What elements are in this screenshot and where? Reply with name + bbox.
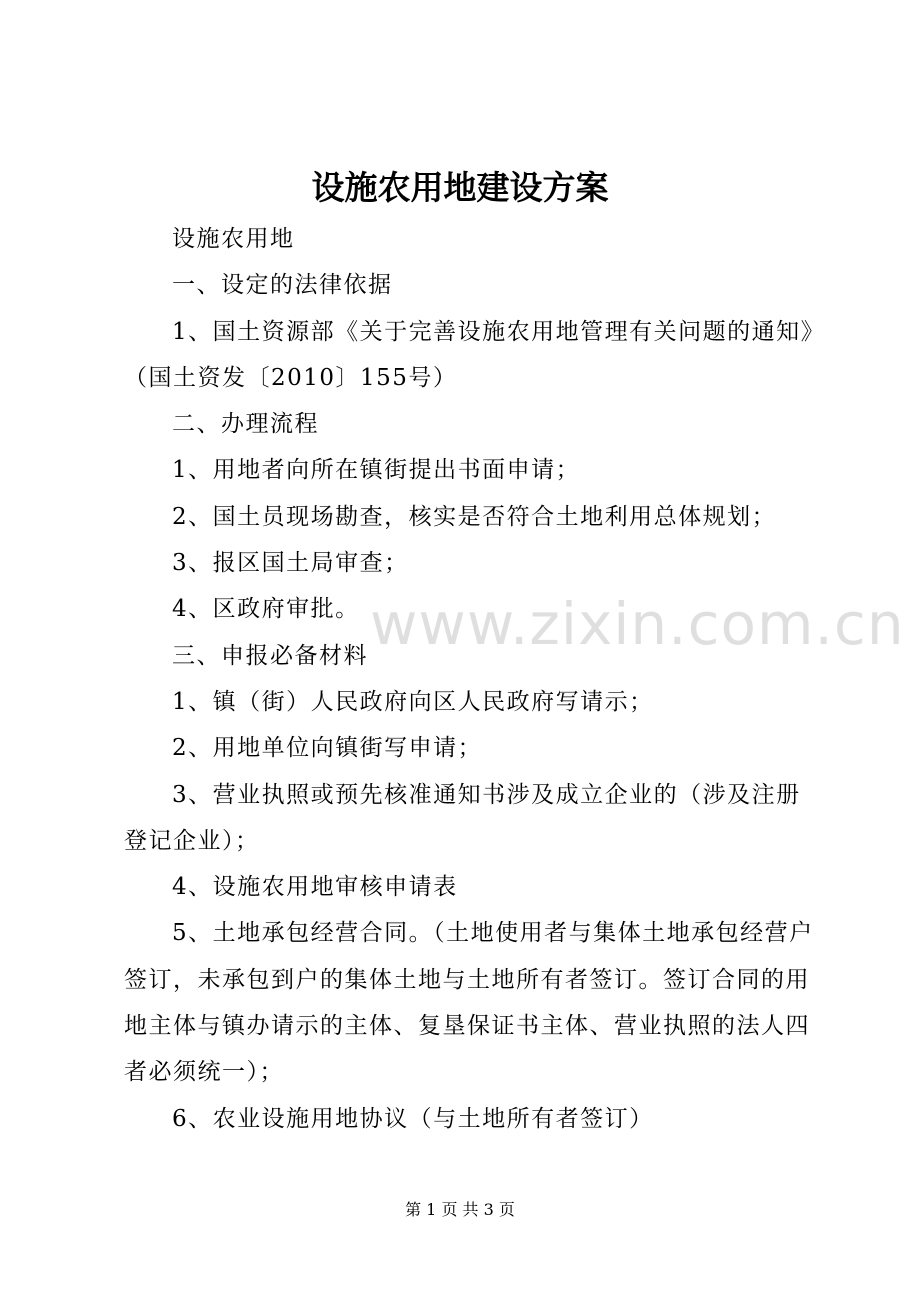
list-item: 2、用地单位向镇街写申请； (172, 735, 483, 762)
list-item: 2、国土员现场勘查，核实是否符合土地利用总体规划； (172, 503, 777, 530)
document-title: 设施农用地建设方案 (311, 168, 609, 207)
page-footer: 第 1 页 共 3 页 (405, 1200, 515, 1219)
watermark: www.zixin.com.cn (370, 590, 905, 658)
paragraph: 1、国土资源部《关于完善设施农用地管理有关问题的通知》（国土资发〔2010〕155号） (124, 318, 814, 391)
list-item: 3、报区国土局审查； (172, 550, 409, 577)
section-heading: 二、办理流程 (172, 411, 319, 438)
list-item: 5、土地承包经营合同。（土地使用者与集体土地承包经营户签订，未承包到户的集体土地与土地所有者签订。签订合同的用地主体与镇办请示的主体、复垦保证书主体、营业执照的法人四者必须统一）； (124, 920, 814, 1086)
list-item: 3、营业执照或预先核准通知书涉及成立企业的（涉及注册登记企业）； (124, 781, 801, 854)
section-heading: 三、申报必备材料 (172, 642, 368, 669)
section-heading: 一、设定的法律依据 (172, 272, 393, 299)
document-body (124, 216, 824, 1142)
list-item: 4、区政府审批。 (172, 596, 360, 623)
list-item: 6、农业设施用地协议（与土地所有者签订） (172, 1105, 654, 1132)
list-item: 1、镇（街）人民政府向区人民政府写请示； (172, 688, 654, 715)
list-item: 1、用地者向所在镇街提出书面申请； (172, 457, 581, 484)
list-item: 4、设施农用地审核申请表 (172, 874, 458, 901)
paragraph: 设施农用地 (172, 226, 295, 252)
